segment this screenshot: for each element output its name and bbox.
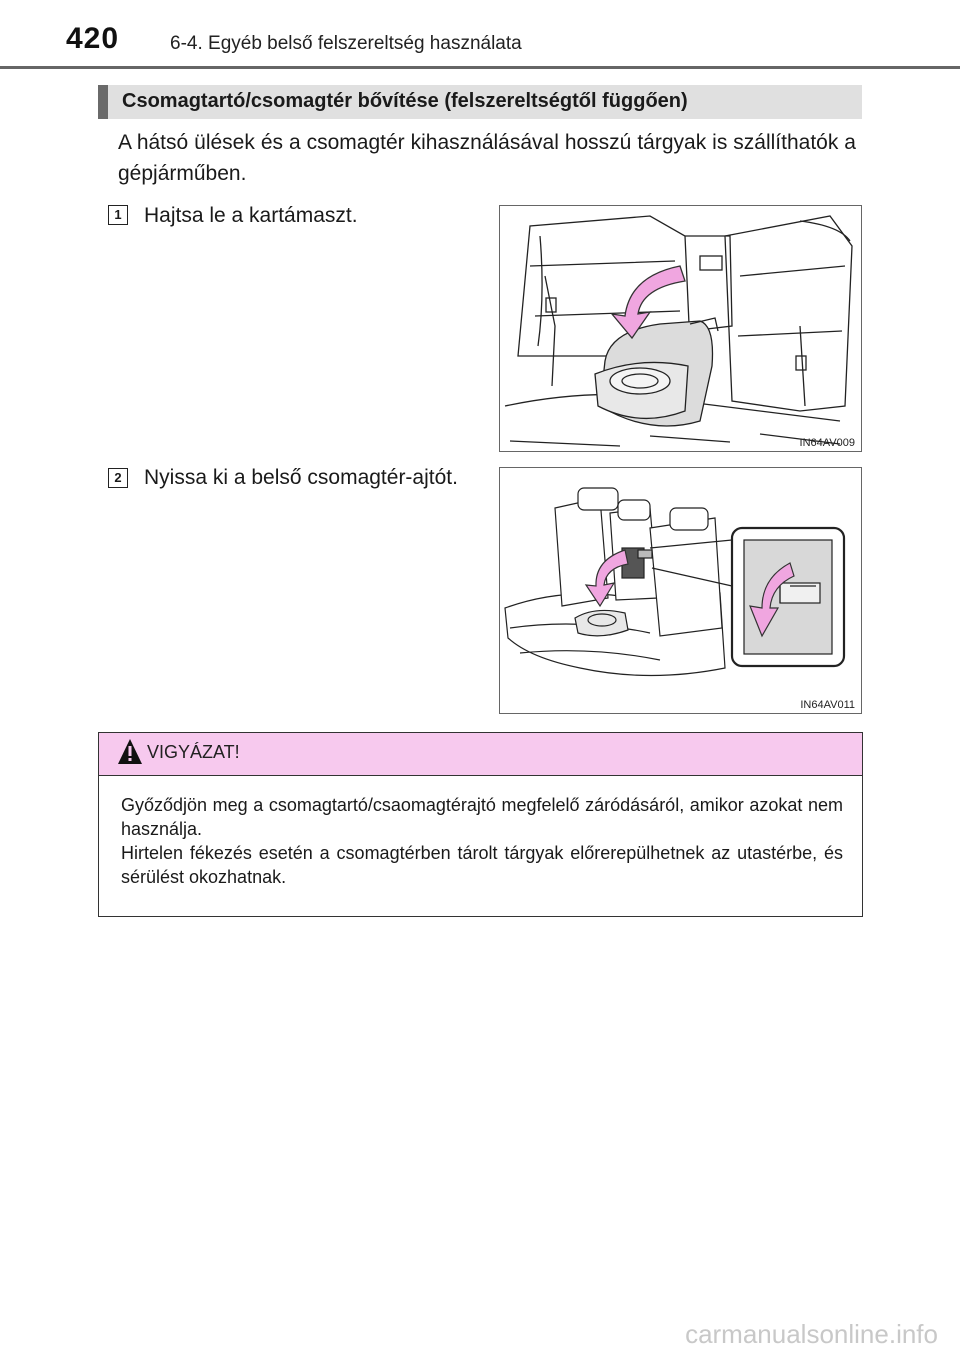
figure-armrest xyxy=(499,205,862,452)
page-number: 420 xyxy=(66,22,120,55)
caution-body xyxy=(121,793,843,889)
step-2-badge: 2 xyxy=(108,468,128,488)
warning-triangle-icon xyxy=(117,738,143,766)
armrest-illustration xyxy=(500,206,861,451)
caution-paragraph: Hirtelen fékezés esetén a csomagtérben tárolt tárgyak előrerepülhetnek az utastérbe, és sérülést okozhatnak. xyxy=(121,843,843,887)
figure-code: IN64AV009 xyxy=(799,437,855,449)
running-head: 6-4. Egyéb belső felszereltség használata xyxy=(170,33,522,54)
watermark: carmanualsonline.info xyxy=(685,1319,938,1349)
figure-trunk-door xyxy=(499,467,862,714)
step-1-text: Hajtsa le a kartámaszt. xyxy=(144,204,358,227)
step-1-badge: 1 xyxy=(108,205,128,225)
caution-box xyxy=(98,732,863,917)
intro-paragraph: A hátsó ülések és a csomagtér kihasználásával hosszú tárgyak is szállíthatók a gépjárműben. xyxy=(118,131,856,185)
figure-code: IN64AV011 xyxy=(800,699,855,711)
caution-paragraph: Győződjön meg a csomagtartó/csaomagtérajtó megfelelő záródásáról, amikor azokat nem használja. xyxy=(121,795,843,839)
caution-header xyxy=(99,733,862,776)
header-rule xyxy=(0,66,960,69)
section-heading-bar xyxy=(98,85,862,119)
section-title: Csomagtartó/csomagtér bővítése (felszereltségtől függően) xyxy=(122,90,688,112)
caution-title: VIGYÁZAT! xyxy=(147,742,240,762)
step-2-text: Nyissa ki a belső csomagtér-ajtót. xyxy=(144,466,458,489)
trunk-door-illustration xyxy=(500,468,861,713)
